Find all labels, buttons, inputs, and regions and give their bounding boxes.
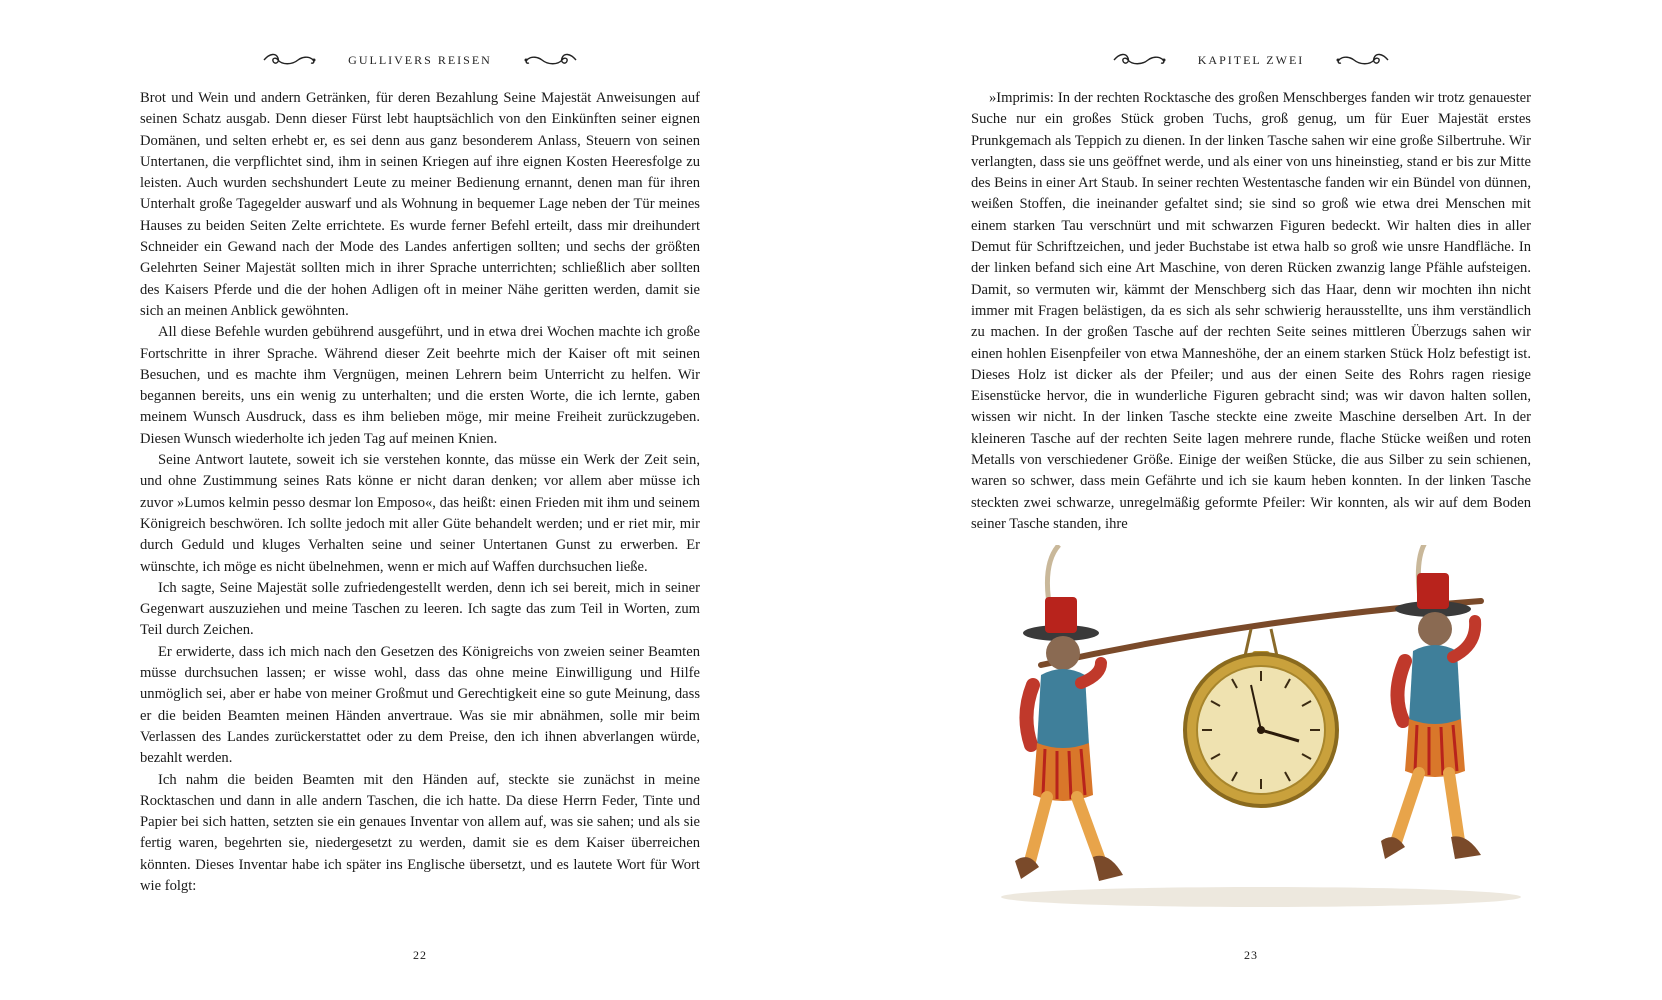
page-number-right: 23 (1244, 948, 1258, 962)
pocket-watch-icon (1185, 629, 1337, 806)
running-head-title: GULLIVERS REISEN (348, 52, 492, 67)
flourish-ornament-icon (1334, 51, 1390, 69)
paragraph: Seine Antwort lautete, soweit ich sie verstehen konnte, das müsse ein Werk der Zeit sein, und ohne Zustimmung seines Rats könne er nicht daran denken; vor allem aber müsse ich zuvor »Lumos kelmin pesso desmar lon Emposo«, das heißt: einen Frieden mit ihm und seinem Königreich beschwören. Ich sollte jedoch mit aller Güte behandelt werden; und er riet mir, mir durch Geduld und kluges Verhalten seine und seiner Untertanen Gunst zu erwerben. Er wünschte, ich möge es nicht übelnehmen, wenn er mich auf Waffen durchsuchen ließe. (140, 452, 700, 575)
paragraph: Brot und Wein und andern Getränken, für deren Bezahlung Seine Majestät Anweisungen auf seinen Schatz ausgab. Denn dieser Fürst lebt hauptsächlich von den Einkünften seiner eignen Domänen, und selten erhebt er, es sei denn aus ganz besonderem Anlass, Steuern von seinen Untertanen, die verpflichtet sind, ihm in seinen Kriegen auf ihre eignen Kosten Heeresfolge zu leisten. Auch wurden sechshundert Leute zu meiner Bedienung ernannt, denen man für ihren Unterhalt große Tagegelder auswarf und als Wohnung in bequemer Lage neben der Tür meines Hauses zu beiden Seiten Zelte errichtete. Es wurde ferner Befehl erteilt, dass mir dreihundert Schneider ein Gewand nach der Mode des Landes anfertigen sollten; und sechs der größten Gelehrten Seiner Majestät sollten mich in ihrer Sprache unterrichten; schließlich aber sollten des Kaisers Pferde und die der hohen Adligen oft in meiner Nähe geritten werden, damit sie sich an meinen Anblick gewöhnten. (140, 90, 700, 319)
paragraph: Er erwiderte, dass ich mich nach den Gesetzen des Königreichs von zweien seiner Beamten müsse durchsuchen lassen; er wisse wohl, dass das ohne meine Einwilligung und Hilfe unmöglich sei, aber er habe von meiner Großmut und Gerechtigkeit eine so gute Meinung, dass er die beiden Beamten meinen Händen anvertraue. Was sie mir abnähmen, solle mir beim Verlassen des Landes zurückerstattet oder zu dem Preise, den ich ihnen abverlangen würde, bezahlt werden. (140, 643, 700, 767)
illustration-lilliputians-carrying-watch (981, 545, 1541, 925)
paragraph: Ich nahm die beiden Beamten mit den Händen auf, steckte sie zunächst in meine Rocktaschen und dann in alle andern Taschen, die ich hatte. Da diese Herrn Feder, Tinte und Papier bei sich hatten, setzten sie ein genaues Inventar von allem auf, was sie sahen; und als sie fertig waren, begehrten sie, niedergesetzt zu werden, damit sie es dem Kaiser überreichen könnten. Dieses Inventar habe ich später ins Englische übersetzt, und es lautete Wort für Wort wie folgt: (140, 771, 700, 894)
page-number-left: 22 (413, 948, 427, 962)
body-text-left (140, 88, 700, 897)
flourish-ornament-icon (1112, 51, 1168, 69)
paragraph: »Imprimis: In der rechten Rocktasche des großen Menschberges fanden wir trotz genauester Suche nur ein großes Stück groben Tuchs, groß genug, um für Euer Majestät erstes Prunkgemach als Teppich zu dienen. In der linken Tasche sahen wir eine große Silbertruhe. Wir verlangten, dass sie uns geöffnet werde, und als einer von uns hineinstieg, stand er bis zur Mitte des Beins in einer Art Staub. In seiner rechten Westentasche fanden wir ein Bündel von dünnen, weißen Stoffen, die ineinander gefaltet sind; sie sind so groß wie etwa drei Menschen mit einem starken Tau verschnürt und mit schwarzen Figuren bedeckt. Wir halten dies in aller Demut für Schriftzeichen, und jeder Buchstabe ist etwa halb so groß wie unsre Handfläche. In der linken befand sich eine Art Maschine, von deren Rücken zwanzig lange Pfähle aufsteigen. Damit, so vermuten wir, kämmt der Menschberg sich das Haar, denn wir mochten ihn nicht immer mit Fragen belästigen, da es sich als sehr schwierig herausstellte, uns ihm verständlich zu machen. In der großen Tasche auf der rechten Seite seines mittleren Überzugs sahen wir einen hohlen Eisenpfeiler von etwa Manneshöhe, der an einem starken Stück Holz befestigt ist. Dieses Holz ist dicker als der Pfeiler; und aus der einen Seite des Rohrs ragen riesige Eisenstücke hervor, die in wunderliche Figuren gebracht sind; was wir davon halten sollen, wissen wir nicht. In der linken Tasche steckte eine zweite Maschine derselben Art. In der kleineren Tasche auf der rechten Seite lagen mehrere runde, flache Stücke weißen und roten Metalls von verschiedener Größe. Einige der weißen Stücke, die aus Silber zu sein schienen, waren so schwer, dass mein Gefährte und ich sie kaum heben konnten. In der linken Tasche steckten zwei schwarze, unregelmäßig geformte Pfeiler: Wir konnten, als wir auf dem Boden seiner Tasche standen, ihre (971, 90, 1531, 532)
running-head-title: KAPITEL ZWEI (1197, 52, 1305, 67)
flourish-ornament-icon (262, 51, 318, 69)
paragraph: All diese Befehle wurden gebührend ausgeführt, und in etwa drei Wochen machte ich große Fortschritte in ihrer Sprache. Während dieser Zeit beehrte mich der Kaiser oft mit seinen Besuchen, und es machte ihm Vergnügen, meinen Lehrern beim Unterricht zu helfen. Wir begannen bereits, uns ein wenig zu unterhalten; und die ersten Worte, die ich lernte, gaben meinem Wunsch Ausdruck, dass es ihm belieben möge, mir meine Freiheit zurückzugeben. Diesen Wunsch wiederholte ich jeden Tag auf meinen Knien. (140, 324, 700, 447)
flourish-ornament-icon (522, 51, 578, 69)
right-page (831, 0, 1662, 1000)
lilliputian-figure-left (1015, 545, 1123, 881)
running-head-right (971, 50, 1531, 70)
paragraph: Ich sagte, Seine Majestät solle zufriedengestellt werden, denn ich sei bereit, mich in seiner Gegenwart auszuziehen und meine Taschen zu leeren. Ich sagte das zum Teil in Worten, zum Teil durch Zeichen. (140, 579, 700, 639)
lilliputian-figure-right (1381, 545, 1481, 859)
running-head-left (140, 50, 700, 70)
body-text-right (971, 88, 1531, 535)
